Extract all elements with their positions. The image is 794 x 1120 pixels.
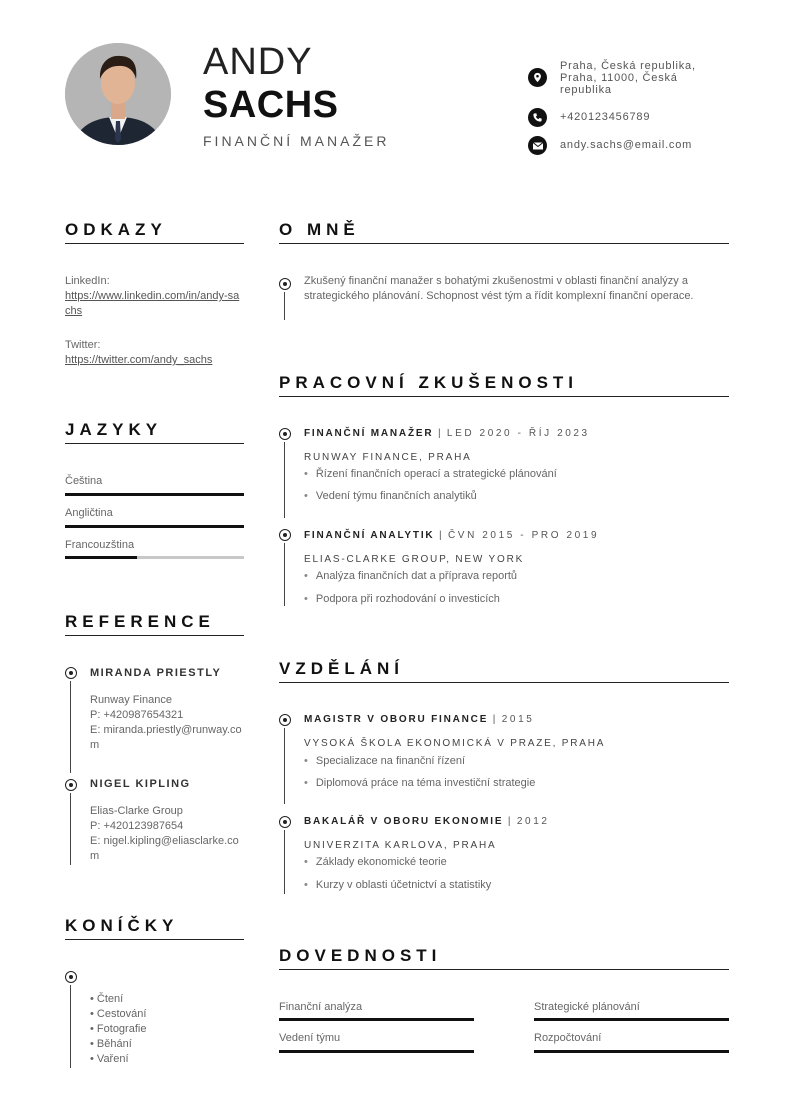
experience-1-bullet-2: • Vedení týmu finančních analytiků: [304, 490, 477, 502]
skill-3-bar: [279, 1050, 474, 1053]
reference-2-email: E: nigel.kipling@eliasclarke.com: [90, 835, 239, 862]
hobbies-divider: [65, 939, 244, 940]
education-2-bullet-1: • Základy ekonomické teorie: [304, 856, 447, 868]
reference-1-line: [70, 681, 71, 773]
experience-1-bullet-1: • Řízení finančních operací a strategické plánování: [304, 468, 557, 480]
education-2-degree: BAKALÁŘ V OBORU EKONOMIE: [304, 816, 504, 827]
education-1-bullet-1: • Specializace na finanční řízení: [304, 755, 465, 767]
address-text: Praha, Česká republika, Praha, 11000, Česká republika: [560, 60, 696, 96]
education-1-year: 2015: [501, 714, 535, 725]
experience-2-bullet-1: • Analýza finančních dat a příprava reportů: [304, 570, 517, 582]
hobby-item: • Čtení: [90, 993, 124, 1005]
experience-2-line: [284, 543, 285, 606]
experience-2-date: ČVN 2015 - PRO 2019: [447, 530, 600, 541]
education-2-bullet-2: • Kurzy v oblasti účetnictví a statistiky: [304, 879, 491, 891]
language-czech-bar: [65, 493, 244, 496]
experience-2-org: ELIAS-CLARKE GROUP, NEW YORK: [304, 554, 525, 565]
hobbies-list: [90, 992, 146, 1067]
reference-1-email: E: miranda.priestly@runway.com: [90, 724, 242, 751]
hobbies-line: [70, 985, 71, 1068]
hobby-item: • Cestování: [90, 1008, 147, 1020]
language-czech: Čeština: [65, 475, 103, 487]
education-1-dot: [279, 714, 291, 726]
education-1-degree: MAGISTR V OBORU FINANCE: [304, 714, 489, 725]
education-heading: VZDĚLÁNÍ: [279, 659, 404, 678]
references-divider: [65, 635, 244, 636]
hobby-item: • Fotografie: [90, 1023, 147, 1035]
about-divider: [279, 243, 729, 244]
experience-2-role: FINANČNÍ ANALYTIK: [304, 530, 435, 541]
experience-1-line: [284, 442, 285, 518]
language-french-level: [65, 556, 137, 559]
experience-1-dot: [279, 428, 291, 440]
reference-2-name: NIGEL KIPLING: [90, 778, 191, 790]
phone-icon: [528, 108, 547, 127]
skill-4-bar: [534, 1050, 729, 1053]
experience-divider: [279, 396, 729, 397]
envelope-icon: [528, 136, 547, 155]
link-linkedin: [65, 274, 241, 319]
reference-1-phone: P: +420987654321: [90, 709, 184, 721]
links-heading: ODKAZY: [65, 220, 167, 239]
languages-heading: JAZYKY: [65, 420, 163, 439]
skills-divider: [279, 969, 729, 970]
language-french-bar: [65, 556, 244, 559]
last-name: SACHS: [203, 84, 339, 126]
education-2-year: 2012: [516, 816, 550, 827]
link-linkedin-url[interactable]: https://www.linkedin.com/in/andy-sachs: [65, 290, 240, 317]
about-line: [284, 292, 285, 320]
hobbies-dot: [65, 971, 77, 983]
language-english: Angličtina: [65, 507, 113, 519]
skill-3-label: Vedení týmu: [279, 1032, 341, 1044]
education-2-line: [284, 830, 285, 894]
skill-1-bar: [279, 1018, 474, 1021]
contact-phone: [528, 108, 720, 127]
experience-1-org: RUNWAY FINANCE, PRAHA: [304, 452, 472, 463]
education-2-school: UNIVERZITA KARLOVA, PRAHA: [304, 840, 497, 851]
experience-1-date: LED 2020 - ŘÍJ 2023: [446, 428, 590, 439]
reference-1-name: MIRANDA PRIESTLY: [90, 667, 222, 679]
languages-divider: [65, 443, 244, 444]
phone-text[interactable]: +420123456789: [560, 111, 651, 123]
experience-2-bullet-2: • Podpora při rozhodování o investicích: [304, 593, 500, 605]
education-1-bullet-2: • Diplomová práce na téma investiční strategie: [304, 777, 535, 789]
hobbies-heading: KONÍČKY: [65, 916, 179, 935]
skill-4-label: Rozpočtování: [534, 1032, 602, 1044]
link-twitter: [65, 338, 241, 368]
experience-2-header: FINANČNÍ ANALYTIK | ČVN 2015 - PRO 2019: [304, 530, 600, 541]
experience-2-dot: [279, 529, 291, 541]
reference-2-company: Elias-Clarke Group: [90, 805, 183, 817]
skill-2-bar: [534, 1018, 729, 1021]
education-2-header: BAKALÁŘ V OBORU EKONOMIE | 2012: [304, 816, 550, 827]
about-text: Zkušený finanční manažer s bohatými zkušenostmi v oblasti finanční analýzy a strategického plánování. Schopnost vést tým a řídit komplexní finanční operace.: [304, 275, 694, 302]
education-1-school: VYSOKÁ ŠKOLA EKONOMICKÁ V PRAZE, PRAHA: [304, 738, 606, 749]
link-twitter-url[interactable]: https://twitter.com/andy_sachs: [65, 354, 213, 366]
skills-heading: DOVEDNOSTI: [279, 946, 442, 965]
reference-1-dot: [65, 667, 77, 679]
contact-email: [528, 136, 720, 155]
about-heading: O MNĚ: [279, 220, 360, 239]
location-pin-icon: [528, 68, 547, 87]
reference-1-company: Runway Finance: [90, 694, 172, 706]
experience-1-role: FINANČNÍ MANAŽER: [304, 428, 434, 439]
skill-1-label: Finanční analýza: [279, 1001, 363, 1013]
job-title: FINANČNÍ MANAŽER: [203, 133, 390, 149]
first-name: ANDY: [203, 41, 313, 83]
language-czech-level: [65, 493, 244, 496]
hobby-item: • Běhání: [90, 1038, 132, 1050]
education-1-line: [284, 728, 285, 804]
reference-2-details: [90, 804, 242, 864]
reference-2-phone: P: +420123987654: [90, 820, 184, 832]
profile-photo: [65, 43, 171, 145]
hobby-item: • Vaření: [90, 1053, 129, 1065]
experience-heading: PRACOVNÍ ZKUŠENOSTI: [279, 373, 579, 392]
skill-2-label: Strategické plánování: [534, 1001, 640, 1013]
link-twitter-label: Twitter:: [65, 339, 101, 351]
education-2-dot: [279, 816, 291, 828]
education-divider: [279, 682, 729, 683]
experience-1-header: FINANČNÍ MANAŽER | LED 2020 - ŘÍJ 2023: [304, 428, 590, 439]
language-english-bar: [65, 525, 244, 528]
language-english-level: [65, 525, 244, 528]
reference-1-details: [90, 693, 242, 753]
reference-2-dot: [65, 779, 77, 791]
contact-address: [528, 60, 720, 96]
link-linkedin-label: LinkedIn:: [65, 275, 110, 287]
links-divider: [65, 243, 244, 244]
references-heading: REFERENCE: [65, 612, 215, 631]
reference-2-line: [70, 793, 71, 865]
language-french: Francouzština: [65, 539, 135, 551]
education-1-header: MAGISTR V OBORU FINANCE | 2015: [304, 714, 535, 725]
email-text[interactable]: andy.sachs@email.com: [560, 139, 693, 151]
about-dot: [279, 278, 291, 290]
